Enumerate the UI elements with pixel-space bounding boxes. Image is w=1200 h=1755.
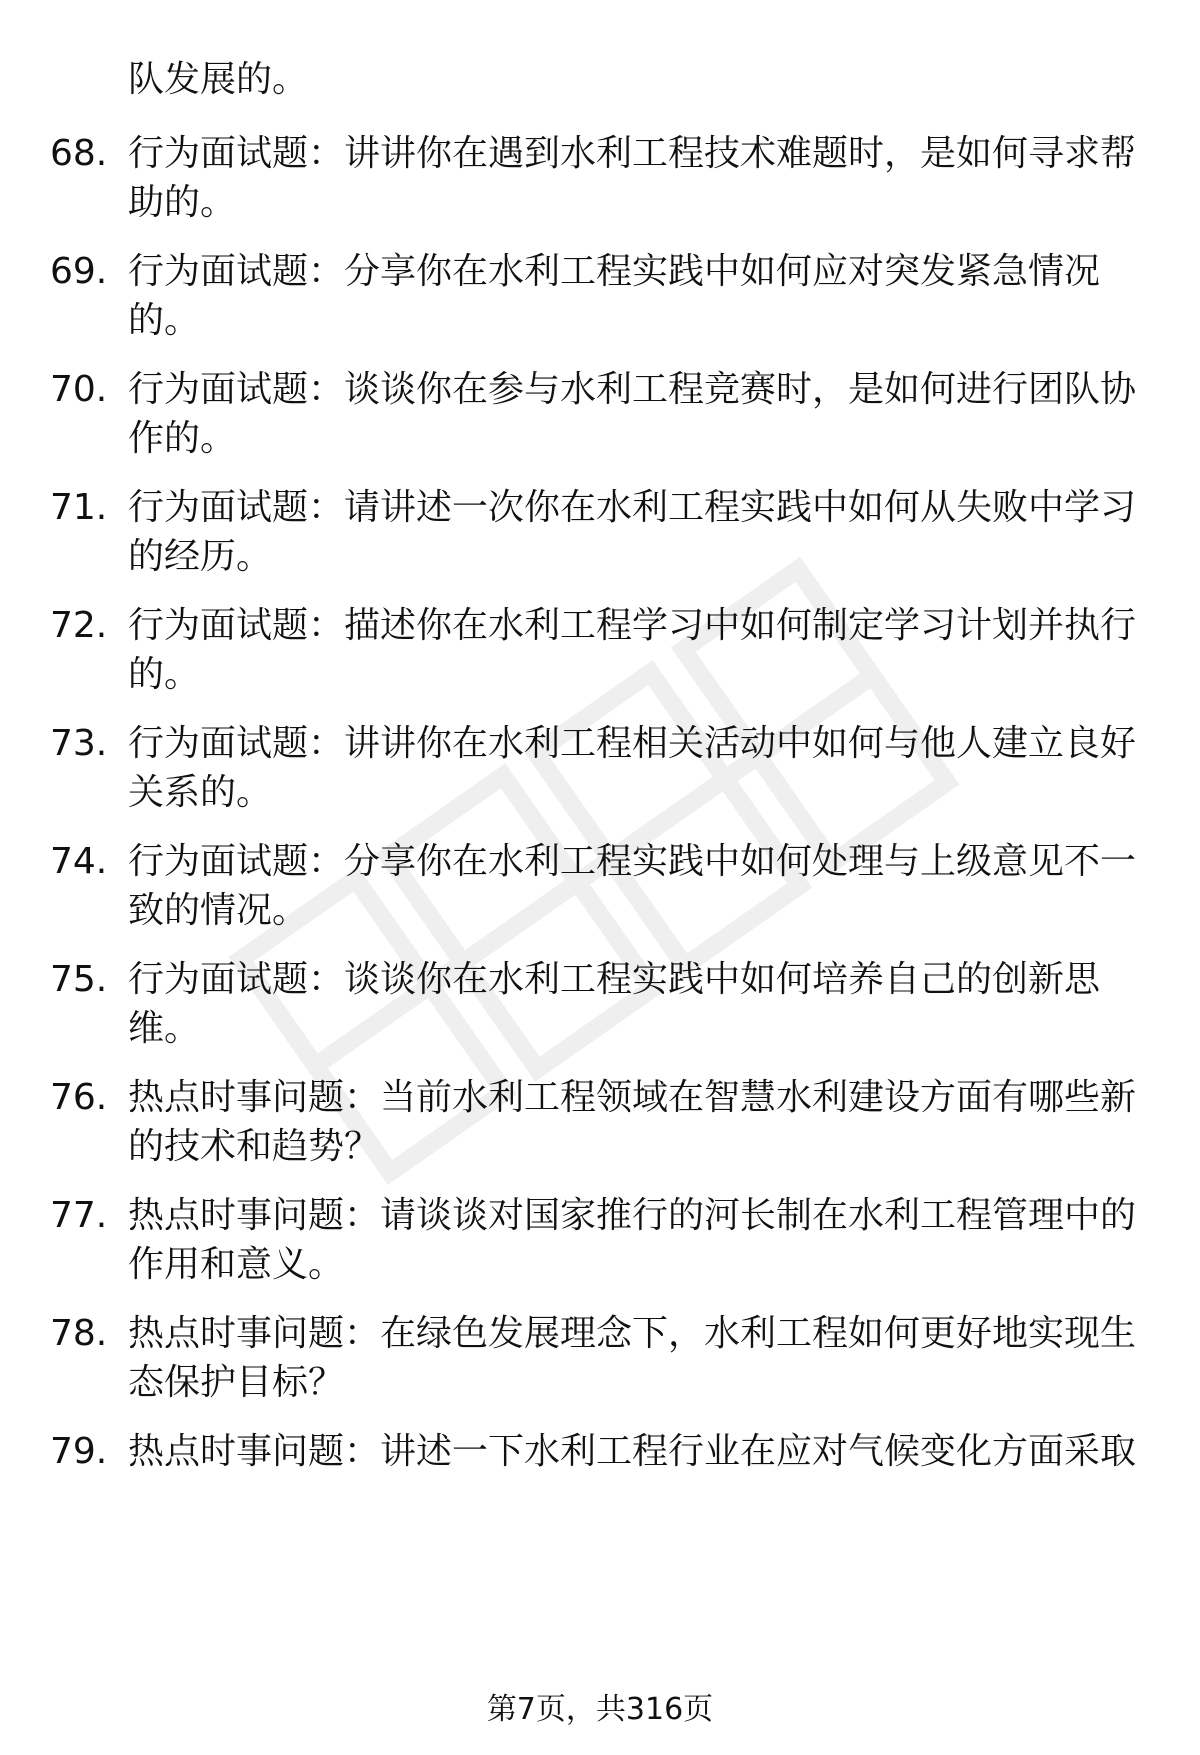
list-item [50,129,1150,227]
continuation-line: 队发展的。 [128,59,309,100]
item-text: 行为面试题：谈谈你在参与水利工程竞赛时，是如何进行团队协作的。 [128,369,1137,459]
list-item [50,719,1150,817]
item-text: 热点时事问题：请谈谈对国家推行的河长制在水利工程管理中的作用和意义。 [128,1195,1137,1285]
item-number: 71. [50,487,108,528]
list-item [50,483,1150,581]
item-number: 75. [50,959,108,1000]
item-number: 74. [50,841,108,882]
item-text: 行为面试题：请讲述一次你在水利工程实践中如何从失败中学习的经历。 [128,487,1137,577]
item-number: 78. [50,1313,108,1354]
list-item [50,1309,1150,1407]
item-text: 行为面试题：分享你在水利工程实践中如何应对突发紧急情况的。 [128,251,1101,341]
item-number: 68. [50,133,108,174]
list-item [50,1427,1150,1476]
page-footer: 第7页，共316页 [486,1692,714,1727]
item-text: 行为面试题：谈谈你在水利工程实践中如何培养自己的创新思维。 [128,959,1101,1049]
item-number: 70. [50,369,108,410]
list-item [50,1191,1150,1289]
item-number: 76. [50,1077,108,1118]
item-number: 69. [50,251,108,292]
list-item [50,601,1150,699]
list-item [50,837,1150,935]
item-text: 行为面试题：分享你在水利工程实践中如何处理与上级意见不一致的情况。 [128,841,1137,931]
item-text: 热点时事问题：在绿色发展理念下，水利工程如何更好地实现生态保护目标？ [128,1313,1137,1403]
item-text: 行为面试题：描述你在水利工程学习中如何制定学习计划并执行的。 [128,605,1137,695]
list-item [50,365,1150,463]
item-number: 72. [50,605,108,646]
item-text: 热点时事问题：讲述一下水利工程行业在应对气候变化方面采取 [128,1431,1137,1472]
item-text: 行为面试题：讲讲你在水利工程相关活动中如何与他人建立良好关系的。 [128,723,1137,813]
item-text: 热点时事问题：当前水利工程领域在智慧水利建设方面有哪些新的技术和趋势？ [128,1077,1137,1167]
item-text: 行为面试题：讲讲你在遇到水利工程技术难题时，是如何寻求帮助的。 [128,133,1137,223]
item-number: 73. [50,723,108,764]
list-item [50,1073,1150,1171]
list-item [50,247,1150,345]
item-number: 77. [50,1195,108,1236]
list-item [50,955,1150,1053]
item-number: 79. [50,1431,108,1472]
